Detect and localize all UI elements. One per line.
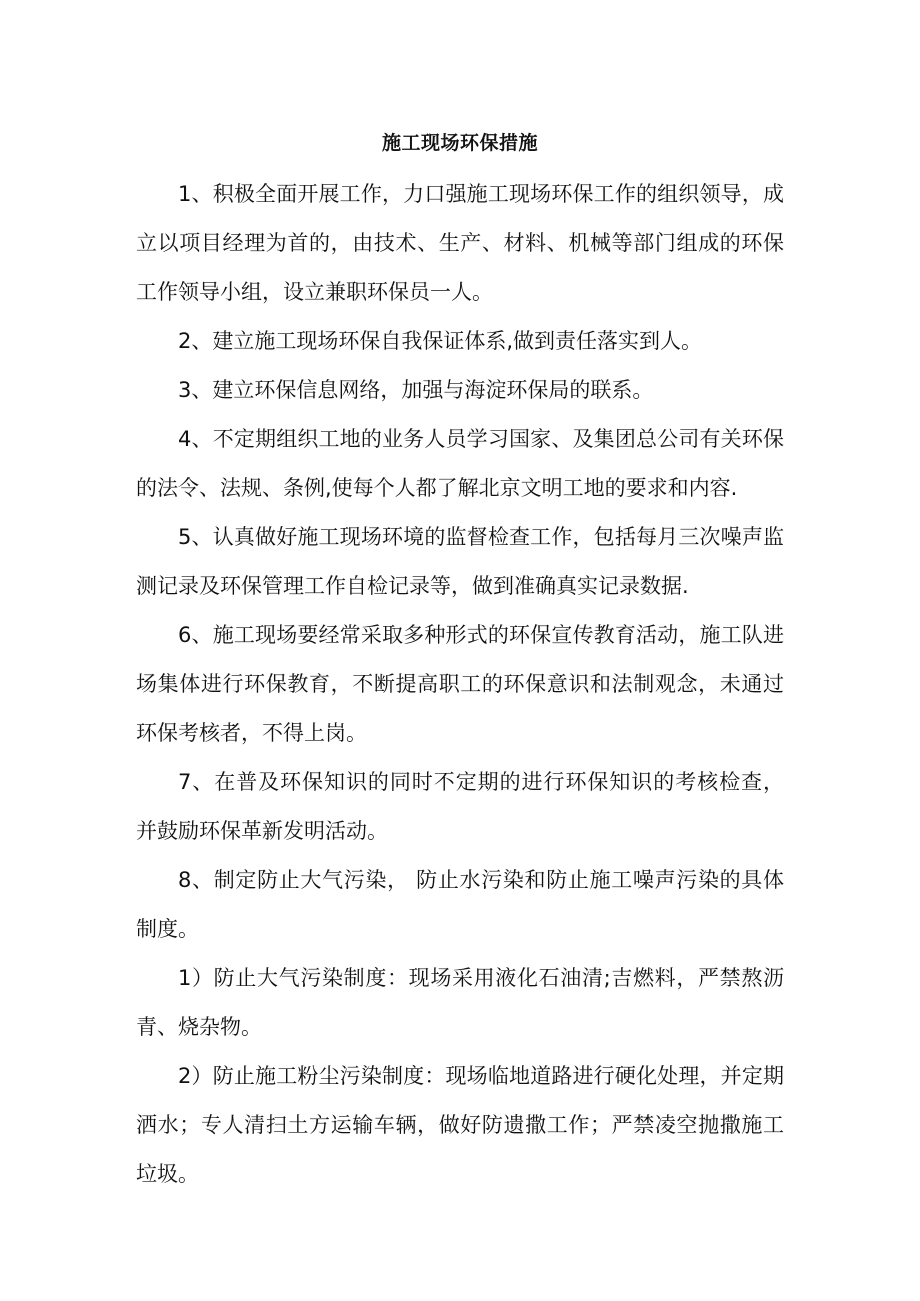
paragraph-5: 5、认真做好施工现场环境的监督检查工作，包括每月三次噪声监测记录及环保管理工作自检记录等，做到准确真实记录数据. — [136, 525, 784, 598]
paragraph-8: 8、制定防止大气污染， 防止水污染和防止施工噪声污染的具体制度。 — [136, 868, 784, 941]
paragraph-7: 7、在普及环保知识的同时不定期的进行环保知识的考核检查， 并鼓励环保革新发明活动。 — [136, 770, 784, 843]
document-body — [136, 170, 784, 1199]
paragraph-3: 3、建立环保信息网络，加强与海淀环保局的联系。 — [178, 378, 654, 402]
paragraph-1: 1、积极全面开展工作，力口强施工现场环保工作的组织领导，成立以项目经理为首的，由技术、生产、材料、机械等部门组成的环保工作领导小组，设立兼职环保员一人。 — [136, 182, 784, 304]
paragraph-4: 4、不定期组织工地的业务人员学习国家、及集团总公司有关环保的法令、法规、条例,使每个人都了解北京文明工地的要求和内容. — [136, 427, 784, 500]
paragraph-6: 6、施工现场要经常采取多种形式的环保宣传教育活动，施工队进场集体进行环保教育，不断提高职工的环保意识和法制观念，未通过环保考核者，不得上岗。 — [136, 623, 784, 745]
paragraph-2: 2、建立施工现场环保自我保证体系,做到责任落实到人。 — [178, 329, 703, 353]
paragraph-8-1: 1）防止大气污染制度：现场采用液化石油清;吉燃料，严禁熬沥青、烧杂物。 — [136, 966, 784, 1039]
document-title: 施工现场环保措施 — [381, 132, 538, 154]
paragraph-8-2: 2）防止施工粉尘污染制度：现场临地道路进行硬化处理，并定期洒水；专人清扫土方运输车辆，做好防遗撒工作；严禁凌空抛撒施工垃圾。 — [136, 1064, 784, 1186]
